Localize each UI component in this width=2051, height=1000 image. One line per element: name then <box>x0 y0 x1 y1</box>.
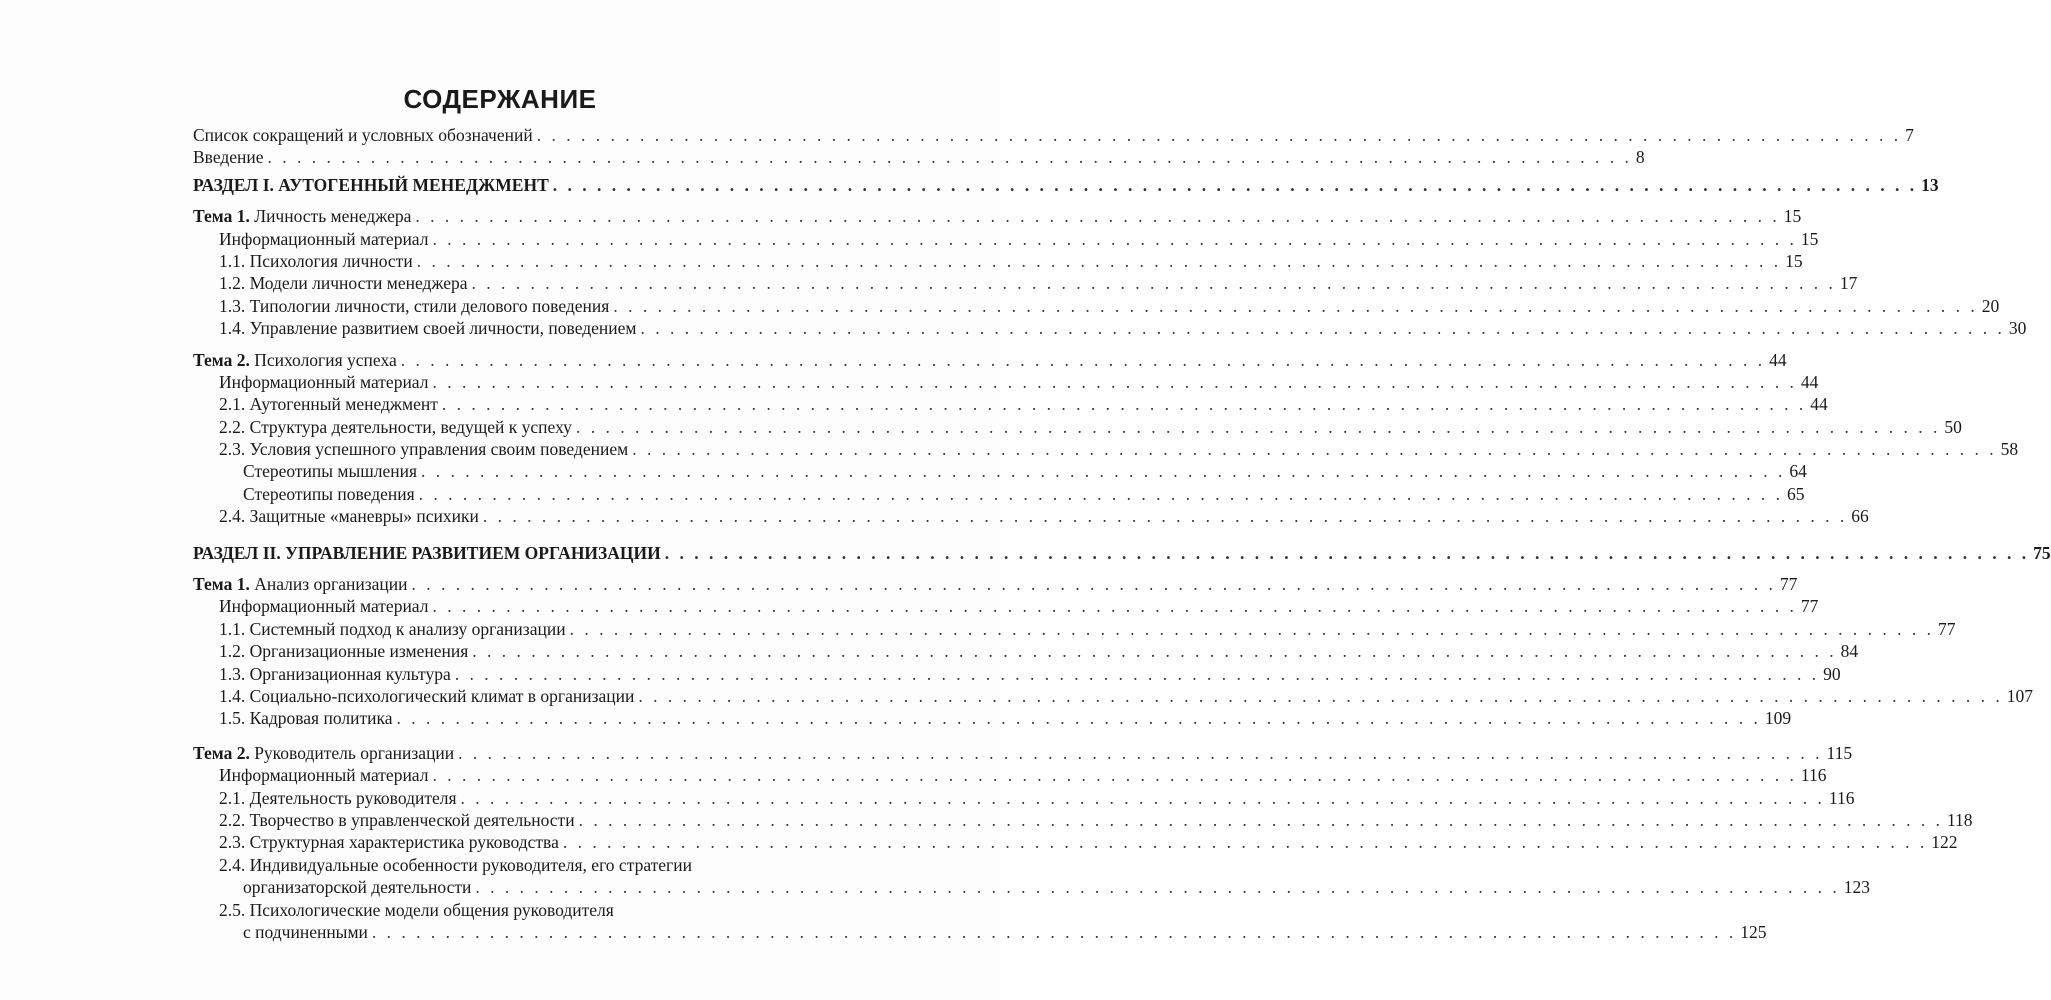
entry-title: Информационный материал <box>219 228 429 249</box>
page-number: 7 <box>1905 125 1914 145</box>
toc-entry <box>193 809 1973 831</box>
topic-title <box>193 205 411 227</box>
dot-leader <box>432 764 1796 786</box>
toc-entry <box>193 438 2019 460</box>
dot-leader <box>372 921 1736 943</box>
entry-title: 2.4. Индивидуальные особенности руководителя, его стратегии <box>219 854 692 875</box>
dot-leader <box>579 809 1943 831</box>
page-number: 64 <box>1789 461 1807 482</box>
toc-entry <box>193 228 1819 250</box>
toc-entry <box>193 685 2033 707</box>
page-number: 118 <box>1946 809 1973 830</box>
entry-title: 2.2. Структура деятельности, ведущей к успеху <box>219 416 572 437</box>
toc-entry <box>193 595 1819 617</box>
dot-leader <box>432 595 1796 617</box>
toc-section <box>193 542 2051 564</box>
dot-leader <box>553 174 1917 196</box>
topic-title <box>193 573 407 595</box>
page-number: 13 <box>1921 174 1939 195</box>
topic-title <box>193 742 454 764</box>
toc-entry <box>193 831 1958 853</box>
page-number: 125 <box>1740 921 1767 942</box>
page-number: 65 <box>1787 483 1805 504</box>
toc-entry <box>193 393 1828 415</box>
toc-entry <box>193 371 1819 393</box>
topic-name: Анализ организации <box>254 574 408 595</box>
toc-entry <box>193 317 2027 339</box>
toc-entry-continuation <box>193 921 1767 943</box>
topic-label: Тема 2. <box>193 742 250 763</box>
entry-title: 1.1. Системный подход к анализу организации <box>219 618 566 639</box>
dot-leader <box>432 371 1796 393</box>
toc-entry <box>193 707 1792 729</box>
page-number: 84 <box>1840 641 1859 662</box>
dot-leader <box>461 787 1825 809</box>
entry-title: 1.4. Управление развитием своей личности, поведением <box>219 318 637 339</box>
entry-title: Информационный материал <box>219 765 429 786</box>
dot-leader <box>665 542 2029 564</box>
dot-leader <box>268 146 1632 168</box>
dot-leader <box>537 124 1901 146</box>
toc-entry <box>193 899 791 921</box>
entry-title: Информационный материал <box>219 596 429 617</box>
dot-leader <box>483 505 1847 527</box>
entry-title: 2.5. Психологические модели общения руководителя <box>219 899 614 920</box>
page-number: 50 <box>1944 416 1962 437</box>
page-title: СОДЕРЖАНИЕ <box>403 84 597 114</box>
topic-name: Руководитель организации <box>254 742 455 763</box>
entry-title: 1.3. Организационная культура <box>219 663 451 684</box>
page-number: 116 <box>1828 787 1855 808</box>
dot-leader <box>411 573 1775 595</box>
page-number: 15 <box>1785 250 1803 271</box>
toc-entry <box>193 854 791 876</box>
page-number: 122 <box>1931 832 1958 853</box>
section-title: РАЗДЕЛ II. УПРАВЛЕНИЕ РАЗВИТИЕМ ОРГАНИЗАЦИИ <box>193 542 661 563</box>
toc-entry <box>193 295 2000 317</box>
toc-entry <box>193 272 1858 294</box>
page-number: 58 <box>2000 439 2019 460</box>
entry-title: 2.3. Условия успешного управления своим поведением <box>219 439 629 460</box>
toc-entry <box>193 764 1827 786</box>
dot-leader <box>472 272 1836 294</box>
page-number: 44 <box>1810 394 1828 415</box>
toc-topic <box>193 205 1802 227</box>
toc-topic <box>193 742 1853 764</box>
dot-leader <box>475 876 1839 898</box>
topic-label: Тема 1. <box>193 206 250 227</box>
toc-entry <box>193 124 1914 146</box>
entry-title: организаторской деятельности <box>243 877 472 898</box>
dot-leader <box>640 317 2004 339</box>
page-number: 77 <box>1779 574 1798 595</box>
topic-label: Тема 1. <box>193 574 250 595</box>
toc-section <box>193 174 1939 196</box>
page-number: 66 <box>1851 506 1869 527</box>
entry-title: 2.2. Творчество в управленческой деятельности <box>219 809 575 830</box>
toc-entry <box>193 663 1841 685</box>
entry-title: 1.4. Социально-психологический климат в организации <box>219 685 635 706</box>
table-of-contents <box>193 124 2051 943</box>
dot-leader <box>421 460 1785 482</box>
dot-leader <box>415 205 1779 227</box>
page-number: 115 <box>1826 742 1853 763</box>
page-number: 15 <box>1783 206 1802 227</box>
dot-leader <box>458 742 1822 764</box>
dot-leader <box>396 707 1760 729</box>
dot-leader <box>570 618 1934 640</box>
entry-title: 2.1. Деятельность руководителя <box>219 787 457 808</box>
dot-leader <box>401 349 1765 371</box>
toc-entry <box>193 640 1859 662</box>
topic-name: Психология успеха <box>254 349 397 370</box>
toc-entry-continuation <box>193 876 1870 898</box>
entry-title: Введение <box>193 147 264 168</box>
toc-entry <box>193 483 1805 505</box>
entry-title: 1.5. Кадровая политика <box>219 708 393 729</box>
topic-name: Личность менеджера <box>254 206 412 227</box>
page-number: 15 <box>1800 228 1819 249</box>
dot-leader <box>563 831 1927 853</box>
dot-leader <box>472 640 1836 662</box>
dot-leader <box>442 393 1806 415</box>
toc-topic <box>193 573 1798 595</box>
entry-title: Стереотипы мышления <box>243 461 417 482</box>
page-number: 123 <box>1843 877 1870 898</box>
topic-label: Тема 2. <box>193 349 250 370</box>
toc-entry <box>193 250 1803 272</box>
page-number: 107 <box>2006 685 2033 706</box>
page-number: 44 <box>1769 349 1787 370</box>
entry-title: 2.1. Аутогенный менеджмент <box>219 394 438 415</box>
page-number: 44 <box>1800 371 1819 392</box>
page-number: 17 <box>1839 273 1858 294</box>
toc-topic <box>193 349 1787 371</box>
entry-title: Стереотипы поведения <box>243 483 415 504</box>
entry-title: Список сокращений и условных обозначений <box>193 125 533 145</box>
toc-entry <box>193 146 1645 168</box>
dot-leader <box>455 663 1819 685</box>
page-number: 30 <box>2008 318 2027 339</box>
entry-title: Информационный материал <box>219 371 429 392</box>
dot-leader <box>417 250 1781 272</box>
toc-entry <box>193 505 1869 527</box>
page-number: 75 <box>2033 542 2051 563</box>
page-number: 109 <box>1764 708 1792 729</box>
dot-leader <box>576 416 1940 438</box>
dot-leader <box>432 228 1796 250</box>
page-number: 8 <box>1635 147 1645 168</box>
dot-leader <box>632 438 1996 460</box>
section-title: РАЗДЕЛ I. АУТОГЕННЫЙ МЕНЕДЖМЕНТ <box>193 174 549 195</box>
page-number: 90 <box>1823 663 1841 684</box>
page-number: 20 <box>1981 295 2000 316</box>
topic-title <box>193 349 397 371</box>
dot-leader <box>638 685 2002 707</box>
toc-entry <box>193 787 1855 809</box>
toc-entry <box>193 618 1956 640</box>
entry-title: 1.1. Психология личности <box>219 250 413 271</box>
page-number: 77 <box>1800 596 1819 617</box>
page-number: 116 <box>1800 765 1827 786</box>
entry-title: с подчиненными <box>243 921 368 942</box>
dot-leader <box>613 295 1977 317</box>
entry-title: 2.4. Защитные «маневры» психики <box>219 506 479 527</box>
toc-entry <box>193 416 1962 438</box>
entry-title: 2.3. Структурная характеристика руководства <box>219 832 559 853</box>
entry-title: 1.3. Типологии личности, стили делового поведения <box>219 295 610 316</box>
page-number: 77 <box>1937 618 1956 639</box>
dot-leader <box>419 483 1783 505</box>
entry-title: 1.2. Модели личности менеджера <box>219 273 468 294</box>
entry-title: 1.2. Организационные изменения <box>219 641 469 662</box>
toc-entry <box>193 460 1807 482</box>
